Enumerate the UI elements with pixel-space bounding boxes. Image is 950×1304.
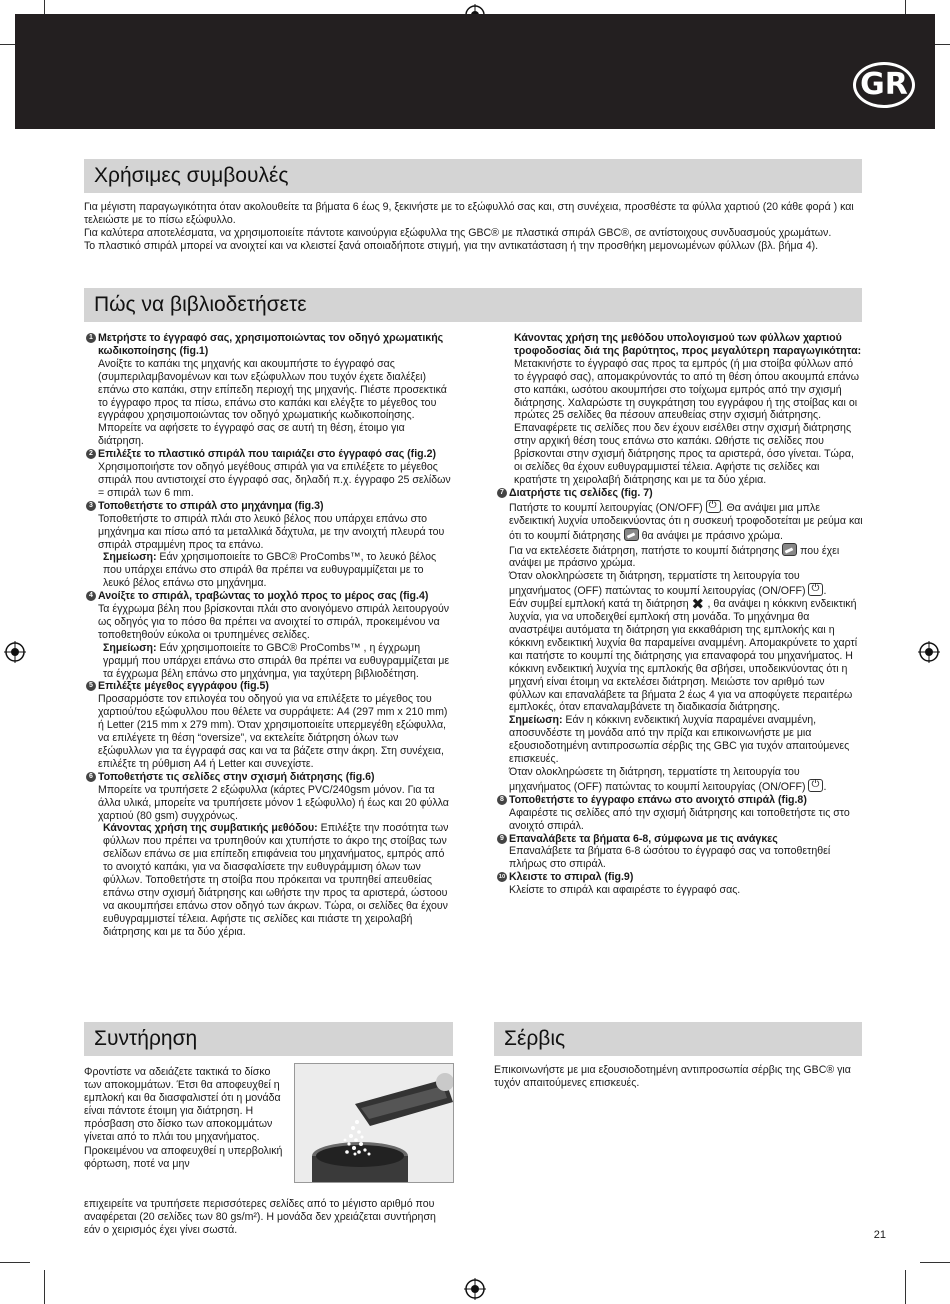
step-number: 7 [497,488,507,498]
power-button-icon [808,779,823,792]
tips-paragraph: Το πλαστικό σπιράλ μπορεί να ανοιχτεί και να κλειστεί ξανά οποιαδήποτε στιγμή, για την αντικατάσταση ή την προσθήκη μεμονωμένων φύλλων (βλ. βήμα 4). [84,240,819,252]
method-label: Κάνοντας χρήση της συμβατικής μεθόδου: [103,822,318,835]
step-number: 6 [86,772,96,782]
step-body [509,543,863,571]
step-3 [86,500,452,590]
step-text: Όταν ολοκληρώσετε τη διάτρηση, τερματίστε τη λειτουργία του μηχανήματος (OFF) πατώντας το κουμπί λειτουργίας (ON/OFF) [509,570,809,598]
step-10 [497,871,863,897]
service-text: Επικοινωνήστε με μια εξουσιοδοτημένη αντιπροσωπία σέρβις της GBC® για τυχόν απαιτούμενες επισκευές. [494,1064,851,1089]
language-badge: GR [853,62,915,108]
step-text: Πατήστε το κουμπί λειτουργίας (ON/OFF) [509,501,706,514]
step-body: Ανοίξτε το καπάκι της μηχανής και ακουμπήστε το έγγραφό σας (συμπεριλαμβανομένων και των εξώφυλλων που τυχόν έχετε διαλέξει) επάνω στο καπάκι, στην επίπεδη περιοχή της μηχανής. Πιέστε προσεκτικά το έγγραφο προς τα πίσω, επάνω στο καπάκι και ελέγξτε το μέγεθος του εγγράφου χρησιμοποιώντας τον οδηγό χρωματικής κωδικοποίησης. Μπορείτε να αφήσετε το έγγραφό σας σε αυτή τη θέση, έτοιμο για διάτρηση. [98,357,447,448]
tips-text [84,201,874,253]
step-2 [86,448,452,500]
step-5 [86,680,452,770]
step-8 [497,794,863,833]
step-6-continued [497,332,863,487]
note-label: Σημείωση: [103,551,157,564]
step-body: Αφαιρέστε τις σελίδες από την σχισμή διάτρησης και τοποθετήστε τις στο ανοιχτό σπιράλ. [509,806,850,832]
step-number: 10 [498,874,506,881]
step-text: που έχει ανάψει με πράσινο χρώμα. [509,544,840,570]
note-label: Σημείωση: [509,714,563,727]
step-method [98,822,452,938]
service-heading: Σέρβις [494,1022,862,1056]
method-label: Κάνοντας χρήση της μεθόδου υπολογισμού των φύλλων χαρτιού τροφοδοσίας διά της βαρύτητος, προς μεγαλύτερη παραγωγικότητα: [514,332,862,357]
step-method [509,332,863,487]
step-text: Εάν συμβεί εμπλοκή κατά τη διάτρηση [509,598,692,611]
note-text: Εάν χρησιμοποιείτε το GBC® ProCombs™ , η έγχρωμη γραμμή που υπάρχει επάνω στο σπιράλ θα πρέπει να ευθυγραμμίζεται με τα έγχρωμα βέλη επάνω στο μηχάνημα, για ταχύτερη βιβλιοδέτηση. [103,641,450,680]
step-heading: Διατρήστε τις σελίδες (fig. 7) [509,486,653,499]
step-number: 8 [497,795,507,805]
step-body [509,500,863,543]
waste-tray-illustration [294,1063,454,1183]
step-body: Μπορείτε να τρυπήσετε 2 εξώφυλλα (κάρτες PVC/240gsm μόνον. Για τα άλλα υλικά, μπορείτε να τρυπήσετε μόνον 1 εξώφυλλο) ή έως και 20 φύλλα χαρτιού (80 gsm) συγχρόνως. [98,783,449,822]
step-heading: Επαναλάβετε τα βήματα 6-8, σύμφωνα με τις ανάγκες [509,832,778,845]
punch-button-icon [624,528,639,541]
step-1 [86,332,452,448]
step-heading: Ανοίξτε το σπιράλ, τραβώντας το μοχλό προς το μέρος σας (fig.4) [98,590,429,603]
step-number: 2 [86,449,96,459]
registration-mark-icon [4,641,26,663]
step-note [98,551,452,590]
step-text: . [823,585,827,598]
step-text: , θα ανάψει η κόκκινη ενδεικτική λυχνία, για να υποδειχθεί εμπλοκή στη μονάδα. Το μηχάνημα θα αναστρέψει αυτόματα τη διάτρηση για εκκαθάριση της εμπλοκής και η κόκκινη ενδεικτική λυχνία θα παραμείνει αναμμένη. Απομακρύνετε το χαρτί και πατήστε το κουμπί της διάτρησης για επαναφορά του μηχανήματος. Η κόκκινη ενδεικτική λυχνία της εμπλοκής θα σβήσει, υποδεικνύοντας ότι η μηχανή είναι έτοιμη να εκτελέσει διάτρηση. Μειώστε τον αριθμό των φύλλων και επαναλάβετε τα βήματα 2 έως 4 για να αποφύγετε περαιτέρω εμπλοκές, όταν επαναλαμβάνετε τη διαδικασία διάτρησης. [509,598,858,714]
crop-mark [0,1262,30,1263]
howto-left-column [86,332,452,939]
step-body: Κλείστε το σπιράλ και αφαιρέστε το έγγραφό σας. [509,884,741,897]
step-number: 1 [86,333,96,343]
maintenance-heading: Συντήρηση [84,1022,453,1056]
waste-tray-image [295,1064,454,1183]
step-number: 9 [497,834,507,844]
step-heading: Τοποθετήστε τις σελίδες στην σχισμή διάτρησης (fig.6) [98,770,375,783]
step-6 [86,771,452,939]
step-heading: Επιλέξτε το πλαστικό σπιράλ που ταιριάζει στο έγγραφό σας (fig.2) [98,448,436,461]
tips-paragraph: Για μέγιστη παραγωγικότητα όταν ακολουθείτε τα βήματα 6 έως 9, ξεκινήστε με το εξώφυλλό σας και, στη συνέχεια, προσθέστε τα φύλλα χαρτιού (20 κάθε φορά ) και τελειώστε με το πίσω εξώφυλλο. [84,201,854,226]
registration-mark-icon [918,641,940,663]
step-text: Για να εκτελέσετε διάτρηση, πατήστε το κουμπί διάτρησης [509,544,783,557]
step-note [509,714,863,766]
crop-mark [920,1262,950,1263]
step-text: . [823,780,827,793]
note-text: Εάν η κόκκινη ενδεικτική λυχνία παραμένει αναμμένη, αποσυνδέστε τη μονάδα από την πρίζα και επικοινωνήστε με μια εξουσιοδοτημένη αντιπροσωπία σέρβις της GBC για τυχόν απαιτούμενες επισκευές. [509,714,850,766]
step-body [509,595,863,714]
registration-mark-icon [464,1278,486,1300]
page-number: 21 [873,1229,886,1241]
maintenance-text: Φροντίστε να αδειάζετε τακτικά το δίσκο των αποκομμάτων. Έτσι θα αποφευχθεί η εμπλοκή και θα διασφαλιστεί ότι η μονάδα είναι πάντοτε έτοιμη για διάτρηση. Η πρόσβαση στο δίσκο των αποκομμάτων γίνεται από το πλάι του μηχανήματος. Προκειμένου να αποφευχθεί η υπερβολική φόρτωση, ποτέ να μην [84,1066,283,1170]
step-9 [497,833,863,872]
jam-cross-icon: ✖ [691,595,705,614]
tips-paragraph: Για καλύτερα αποτελέσματα, να χρησιμοποιείτε πάντοτε καινούργια εξώφυλλα της GBC® με πλαστικά σπιράλ GBC®, σε αντίστοιχους συνδυασμούς χρωμάτων. [84,227,832,239]
note-label: Σημείωση: [103,641,157,654]
header-band [15,14,935,129]
power-button-icon [808,583,823,596]
step-heading: Κλειστε το σπιραλ (fig.9) [509,871,634,884]
step-heading: Τοποθετήστε το σπιράλ στο μηχάνημα (fig.3) [98,499,324,512]
method-text: Μετακινήστε το έγγραφό σας προς τα εμπρός (ή μια στοίβα φύλλων από το έγγραφό σας), απομακρύνοντάς το από τη θέση όπου ακουμπά επάνω στο καπάκι, ωσότου ακουμπήσει στο τοίχωμα εμπρός από την σχισμή διάτρησης. Χαλαρώστε τη συγκράτηση του εγγράφου ή της στοίβας και οι πρώτες 25 σελίδες θα πέσουν απευθείας στην σχισμή διάτρησης. Επαναφέρετε τις σελίδες που δεν έχουν εισέλθει στην σχισμή διάτρησης στην αρχική θέση τους επάνω στο καπάκι. Ωθήστε τις σελίδες που βρίσκονται στην σχισμή διάτρησης προς τα αριστερά, όσο γίνεται. Τώρα, οι σελίδες θα έχουν ευθυγραμμιστεί τέλεια. Αφήστε τις σελίδες και κρατήστε τη χειρολαβή διάτρησης και με τα δύο χέρια. [514,357,859,486]
step-body: Επαναλάβετε τα βήματα 6-8 ώσότου το έγγραφό σας να τοποθετηθεί πλήρως στο σπιράλ. [509,845,831,871]
crop-mark [905,1270,906,1304]
step-number: 3 [86,501,96,511]
step-7 [497,487,863,794]
step-text: . Θα ανάψει μια μπλε ενδεικτική λυχνία υποδεικνύοντας ότι η συσκευή τροφοδοτείται με ρεύμα και ότι το κουμπί διάτρησης [509,501,863,542]
step-body: Προσαρμόστε τον επιλογέα του οδηγού για να επιλέξετε το μέγεθος του χαρτιού/του εξώφυλλου που θέλετε να συρράψετε: A4 (297 mm x 210 mm) ή Letter (215 mm x 279 mm). Όταν χρησιμοποιείτε υπερμεγέθη εξώφυλλα, να επιλέγετε τη θέση “oversize”, να εκτελείτε διάτρηση όλων των εξώφυλλων για τα έγγραφά σας και να τα βάζετε στην άκρη. Στη συνέχεια, επιλέξτε τη ρύθμιση A4 ή Letter και συνεχίστε. [98,693,448,770]
crop-mark [44,1270,45,1304]
step-text: Όταν ολοκληρώσετε τη διάτρηση, τερματίστε τη λειτουργία του μηχανήματος (OFF) πατώντας το κουμπί λειτουργίας (ON/OFF) [509,766,809,793]
step-heading: Μετρήστε το έγγραφό σας, χρησιμοποιώντας τον οδηγό χρωματικής κωδικοποίησης (fig.1) [98,332,444,357]
howto-right-column [497,332,863,897]
step-body: Τοποθετήστε το σπιράλ πλάι στο λευκό βέλος που υπάρχει επάνω στο μηχάνημα και πίσω από τα μεταλλικά δάχτυλα, με την ανοιχτή πλευρά του σπιράλ στραμμένη προς τα επάνω. [98,512,445,551]
howto-heading: Πώς να βιβλιοδετήσετε [84,288,862,322]
power-button-icon [706,500,721,513]
step-number: 4 [86,591,96,601]
step-4 [86,590,452,680]
step-body [509,570,863,598]
step-text: θα ανάψει με πράσινο χρώμα. [638,529,783,542]
tips-heading: Χρήσιμες συμβουλές [84,159,862,193]
step-body [509,766,863,794]
maintenance-text: επιχειρείτε να τρυπήσετε περισσότερες σελίδες από το μέγιστο αριθμό που αναφέρεται (20 σελίδες των 80 gs/m²). Η μονάδα δεν χρειάζεται συντήρηση εάν ο χειρισμός έχει γίνει σωστά. [84,1198,436,1236]
step-number: 5 [86,681,96,691]
note-text: Εάν χρησιμοποιείτε το GBC® ProCombs™, το λευκό βέλος που υπάρχει επάνω στο σπιράλ θα πρέπει να ευθυγραμμίζεται με το λευκό βέλος επάνω στο μηχάνημα. [103,551,437,590]
step-heading: Επιλέξτε μέγεθος εγγράφου (fig.5) [98,680,269,693]
step-note [98,642,452,681]
punch-button-icon [782,543,797,556]
step-body: Τα έγχρωμα βέλη που βρίσκονται πλάι στο ανοιγόμενο σπιράλ λειτουργούν ως οδηγός για το πόσο θα πρέπει να ανοιχτεί το σπιράλ, προκειμένου να τοποθετηθούν εύκολα οι τρυπημένες σελίδες. [98,603,450,641]
step-body: Χρησιμοποιήστε τον οδηγό μεγέθους σπιράλ για να επιλέξετε το μέγεθος σπιράλ που αντιστοιχεί στο έγγραφό σας, δηλαδή π.χ. έγγραφο 25 σελίδων = σπιράλ των 6 mm. [98,461,451,499]
step-heading: Τοποθετήστε το έγγραφο επάνω στο ανοιχτό σπιράλ (fig.8) [509,793,807,806]
method-text: Επιλέξτε την ποσότητα των φύλλων που πρέπει να τρυπηθούν και χτυπήστε το άκρο της στοίβας των σελίδων επάνω σε μια επίπεδη επιφάνεια του μηχανήματος, εμπρός από το ανοιχτό καπάκι, για να διασφαλίσετε την ευθυγράμμιση όλων των φύλλων. Τοποθετήστε τη στοίβα που πρόκειται να τρυπηθεί απευθείας επάνω στην σχισμή διάτρησης και ωθήστε την προς τα αριστερά, ώστοου να ακουμπήσει επάνω στον οδηγό των άκρων. Τώρα, οι σελίδες θα έχουν ευθυγραμμιστεί τέλεια. Αφήστε τις σελίδες και πιάστε τη χειρολαβή διάτρησης και με τα δύο χέρια. [103,822,449,938]
